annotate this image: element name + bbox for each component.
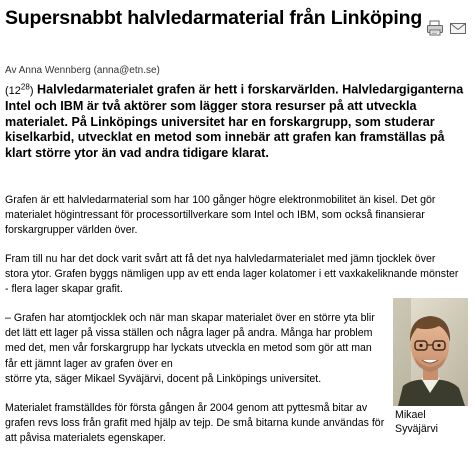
portrait-photo [393,298,468,406]
article-lead [5,79,467,162]
paragraph-2: Fram till nu har det dock varit svårt att få det nya halvledarmaterialet med jämn tjocklek över stora ytor. Grafen byggs nämligen upp av ett enda lager kolatomer i ett vaxkakeliknande mönster - flera lager skapar grafit. [5,253,459,296]
article-header [5,5,425,32]
print-icon[interactable] [426,20,444,36]
photo-caption: Mikael Syväjärvi [395,409,438,435]
article-byline: Av Anna Wennberg (anna@etn.se) [5,65,160,76]
date-day: 12 [8,84,21,97]
paragraph-1: Grafen är ett halvledarmaterial som har 100 gånger högre elektronmobilitet än kisel. Det gör materialet högintressant för processortillverkare som Intel och IBM, som också finansierar forskargrupper världen över. [5,194,436,237]
article-date: $(12^{28})$ [5,82,34,97]
article-tools [426,20,467,36]
paragraph-3 [5,311,387,387]
author-photo-figure [393,298,468,436]
paragraph-4: Materialet framställdes för första gången år 2004 genom att pyttesmå bitar av grafen revs loss från grafit med hjälp av tejp. De små bitarna kunde användas för att påvisa materialets egenskaper. [5,402,385,445]
email-icon[interactable] [449,20,467,36]
paragraph-3-main: – Grafen har atomtjocklek och när man skapar materialet över en större yta blir det lätt ett lager på vissa ställen och några lager på andra. Många har problem med det, men vår forskargrupp har lyckats utveckla en metod som gör att man får ett jämnt lager av grafen över en [5,312,375,370]
lead-text: Halvledarmaterialet grafen är hett i forskarvärlden. Halvledargiganterna Intel och IBM är två aktörer som lägger stora resurser på att utveckla materialet. På Linköpings universitet har en forskargrupp, som studerar kiselkarbid, utvecklat en metod som innebär att grafen kan framställas på klart större ytor än vad andra tidigare klarat. [5,82,464,161]
article-title: Supersnabbt halvledarmaterial från Linköping [5,7,423,29]
paragraph-3-end: större yta, säger Mikael Syväjärvi, docent på Linköpings universitet. [5,372,322,385]
date-month: 28 [20,82,30,91]
